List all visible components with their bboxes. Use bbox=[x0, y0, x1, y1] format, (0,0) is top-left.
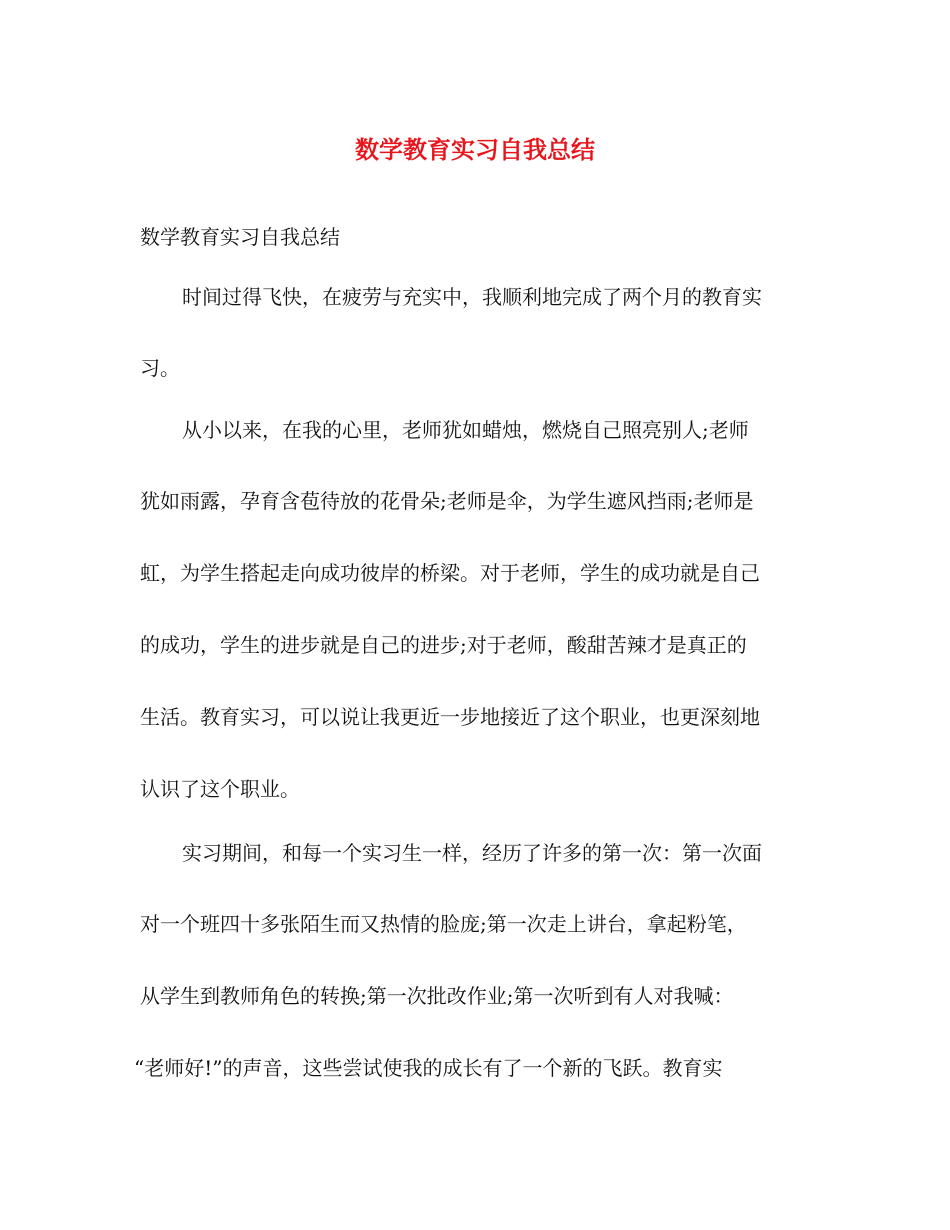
paragraph-line: 认识了这个职业。 bbox=[140, 777, 300, 801]
paragraph-line: 习。 bbox=[140, 356, 180, 380]
paragraph-line: 虹，为学生搭起走向成功彼岸的桥梁。对于老师，学生的成功就是自己 bbox=[140, 561, 760, 585]
document-subtitle: 数学教育实习自我总结 bbox=[140, 225, 340, 249]
paragraph-line: 时间过得飞快，在疲劳与充实中，我顺利地完成了两个月的教育实 bbox=[182, 285, 762, 309]
paragraph-line: “老师好!”的声音，这些尝试使我的成长有了一个新的飞跃。教育实 bbox=[134, 1056, 723, 1080]
paragraph-line: 从学生到教师角色的转换;第一次批改作业;第一次听到有人对我喊： bbox=[140, 984, 734, 1008]
paragraph-line: 生活。教育实习，可以说让我更近一步地接近了这个职业，也更深刻地 bbox=[140, 705, 760, 729]
paragraph-line: 对一个班四十多张陌生而又热情的脸庞;第一次走上讲台，拿起粉笔， bbox=[140, 912, 747, 936]
paragraph-line: 实习期间，和每一个实习生一样，经历了许多的第一次：第一次面 bbox=[182, 841, 762, 865]
paragraph-line: 犹如雨露，孕育含苞待放的花骨朵;老师是伞，为学生遮风挡雨;老师是 bbox=[140, 489, 754, 513]
paragraph-line: 的成功，学生的进步就是自己的进步;对于老师，酸甜苦辣才是真正的 bbox=[140, 633, 747, 657]
document-title: 数学教育实习自我总结 bbox=[355, 135, 595, 164]
paragraph-line: 从小以来，在我的心里，老师犹如蜡烛，燃烧自己照亮别人;老师 bbox=[182, 418, 749, 442]
